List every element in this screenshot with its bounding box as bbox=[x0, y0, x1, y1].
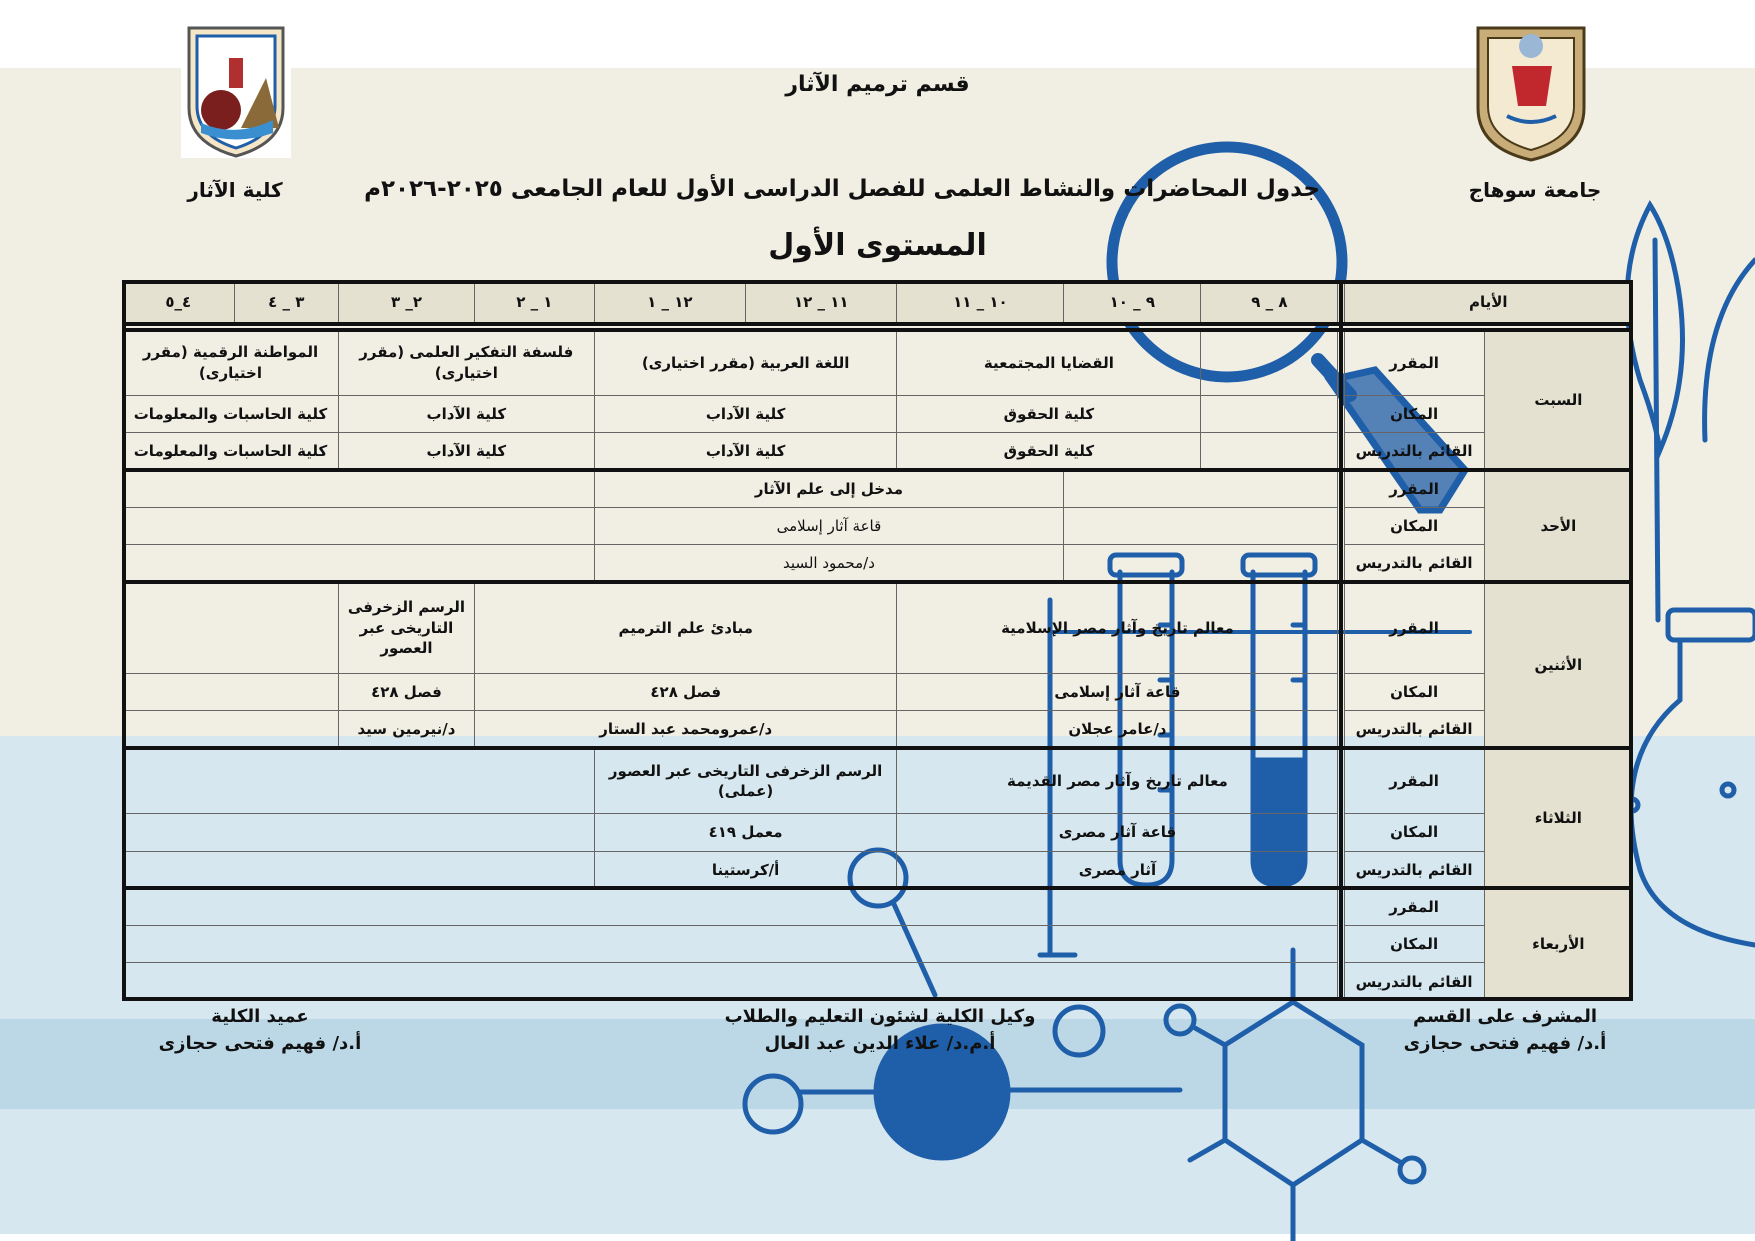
schedule-cell: مدخل إلى علم الآثار bbox=[594, 470, 1064, 507]
supervisor-signature bbox=[1390, 1003, 1620, 1057]
schedule-cell bbox=[123, 926, 1338, 963]
college-name: كلية الآثار bbox=[187, 178, 283, 202]
schedule-cell bbox=[1064, 545, 1338, 582]
label-column-border bbox=[1339, 280, 1343, 1001]
schedule-cell: الرسم الزخرفى التاريخى عبر العصور (عملى) bbox=[594, 748, 897, 814]
time-slot-header: ١٢ _ ١ bbox=[594, 281, 745, 324]
schedule-cell: مبادئ علم الترميم bbox=[474, 582, 897, 674]
row-label: المكان bbox=[1344, 674, 1484, 711]
schedule-cell: معالم تاريخ وآثار مصر القديمة bbox=[897, 748, 1338, 814]
dean-title: عميد الكلية bbox=[211, 1006, 309, 1027]
row-label: المقرر bbox=[1344, 470, 1484, 507]
schedule-cell: د/عامر عجلان bbox=[897, 711, 1338, 748]
time-slot-header: ١١ _ ١٢ bbox=[746, 281, 897, 324]
table-header-row bbox=[123, 281, 1633, 324]
time-slot-header: ١ _ ٢ bbox=[474, 281, 594, 324]
schedule-cell: كلية الحقوق bbox=[897, 433, 1201, 470]
vice-dean-signature bbox=[700, 1003, 1060, 1057]
table-row bbox=[123, 674, 1633, 711]
table-row bbox=[123, 814, 1633, 851]
day-group-border bbox=[122, 468, 1633, 472]
dean-name: أ.د/ فهيم فتحى حجازى bbox=[158, 1033, 362, 1054]
day-group-border bbox=[122, 886, 1633, 890]
level-title: المستوى الأول bbox=[768, 228, 987, 263]
row-label: المكان bbox=[1344, 926, 1484, 963]
schedule-cell: القضايا المجتمعية bbox=[897, 330, 1201, 396]
time-slot-header: ٩ _ ١٠ bbox=[1064, 281, 1201, 324]
row-label: المقرر bbox=[1344, 748, 1484, 814]
schedule-cell bbox=[123, 814, 595, 851]
supervisor-title: المشرف على القسم bbox=[1412, 1006, 1598, 1027]
schedule-cell bbox=[123, 851, 595, 888]
day-group-border bbox=[122, 580, 1633, 584]
schedule-cell: قاعة آثار إسلامى bbox=[594, 507, 1064, 544]
schedule-cell bbox=[123, 963, 1338, 1001]
schedule-cell bbox=[123, 507, 595, 544]
day-group-border bbox=[122, 746, 1633, 750]
university-name: جامعة سوهاج bbox=[1468, 178, 1602, 202]
schedule-cell: د/نيرمين سيد bbox=[338, 711, 474, 748]
table-row bbox=[123, 507, 1633, 544]
day-cell: الأثنين bbox=[1484, 582, 1632, 748]
schedule-title: جدول المحاضرات والنشاط العلمى للفصل الدراسى الأول للعام الجامعى ٢٠٢٥-٢٠٢٦م bbox=[364, 176, 1320, 202]
row-label: القائم بالتدريس bbox=[1344, 851, 1484, 888]
time-slot-header: ١٠ _ ١١ bbox=[897, 281, 1064, 324]
table-row bbox=[123, 963, 1633, 1001]
table-row bbox=[123, 748, 1633, 814]
day-group-border bbox=[122, 328, 1633, 332]
row-label: المكان bbox=[1344, 507, 1484, 544]
schedule-cell bbox=[123, 711, 339, 748]
day-cell: الثلاثاء bbox=[1484, 748, 1632, 888]
supervisor-name: أ.د/ فهيم فتحى حجازى bbox=[1403, 1033, 1607, 1054]
schedule-cell: د/محمود السيد bbox=[594, 545, 1064, 582]
table-row bbox=[123, 470, 1633, 507]
schedule-cell: معمل ٤١٩ bbox=[594, 814, 897, 851]
schedule-cell: فصل ٤٢٨ bbox=[474, 674, 897, 711]
schedule-cell: كلية الحاسبات والمعلومات bbox=[123, 395, 339, 432]
row-label: المكان bbox=[1344, 814, 1484, 851]
row-label: المقرر bbox=[1344, 582, 1484, 674]
row-label: المقرر bbox=[1344, 330, 1484, 396]
day-cell: الأحد bbox=[1484, 470, 1632, 582]
schedule-cell bbox=[1201, 395, 1338, 432]
schedule-cell bbox=[123, 748, 595, 814]
table-row bbox=[123, 711, 1633, 748]
dean-signature bbox=[140, 1003, 380, 1057]
schedule-cell: كلية الآداب bbox=[338, 395, 594, 432]
table-row bbox=[123, 888, 1633, 925]
department-title: قسم ترميم الآثار bbox=[785, 72, 970, 97]
plant-flask-icon bbox=[1626, 205, 1755, 945]
table-row bbox=[123, 433, 1633, 470]
day-cell: الأربعاء bbox=[1484, 888, 1632, 1000]
schedule-cell bbox=[1064, 470, 1338, 507]
time-slot-header: ٤_٥ bbox=[123, 281, 235, 324]
table-row bbox=[123, 395, 1633, 432]
days-header: الأيام bbox=[1344, 281, 1632, 324]
schedule-cell: كلية الحقوق bbox=[897, 395, 1201, 432]
schedule-cell: كلية الآداب bbox=[338, 433, 594, 470]
schedule-cell: كلية الآداب bbox=[594, 395, 897, 432]
schedule-cell: معالم تاريخ وآثار مصر الإسلامية bbox=[897, 582, 1338, 674]
schedule-cell bbox=[1064, 507, 1338, 544]
schedule-table bbox=[122, 280, 1633, 1001]
schedule-cell: د/عمرومحمد عبد الستار bbox=[474, 711, 897, 748]
schedule-cell: قاعة آثار إسلامى bbox=[897, 674, 1338, 711]
schedule-cell: فلسفة التفكير العلمى (مقرر اختيارى) bbox=[338, 330, 594, 396]
schedule-cell: أ/كرستينا bbox=[594, 851, 897, 888]
schedule-cell bbox=[123, 470, 595, 507]
schedule-cell bbox=[123, 582, 339, 674]
vice-dean-name: أ.م.د/ علاء الدين عبد العال bbox=[764, 1033, 996, 1054]
time-slot-header: ٣ _ ٤ bbox=[234, 281, 338, 324]
row-label: القائم بالتدريس bbox=[1344, 711, 1484, 748]
schedule-cell: المواطنة الرقمية (مقرر اختيارى) bbox=[123, 330, 339, 396]
schedule-cell bbox=[123, 545, 595, 582]
schedule-cell: اللغة العربية (مقرر اختيارى) bbox=[594, 330, 897, 396]
time-slot-header: ٨ _ ٩ bbox=[1201, 281, 1338, 324]
table-row bbox=[123, 582, 1633, 674]
schedule-cell bbox=[123, 888, 1338, 925]
schedule-cell: قاعة آثار مصرى bbox=[897, 814, 1338, 851]
schedule-cell: آثار مصرى bbox=[897, 851, 1338, 888]
schedule-cell bbox=[123, 674, 339, 711]
table-row bbox=[123, 545, 1633, 582]
table-row bbox=[123, 330, 1633, 396]
row-label: القائم بالتدريس bbox=[1344, 545, 1484, 582]
row-label: القائم بالتدريس bbox=[1344, 433, 1484, 470]
table-row bbox=[123, 926, 1633, 963]
table-row bbox=[123, 851, 1633, 888]
schedule-cell: فصل ٤٢٨ bbox=[338, 674, 474, 711]
row-label: المكان bbox=[1344, 395, 1484, 432]
schedule-cell: الرسم الزخرفى التاريخى عبر العصور bbox=[338, 582, 474, 674]
schedule-cell bbox=[1201, 433, 1338, 470]
day-cell: السبت bbox=[1484, 330, 1632, 470]
schedule-cell: كلية الآداب bbox=[594, 433, 897, 470]
vice-dean-title: وكيل الكلية لشئون التعليم والطلاب bbox=[724, 1006, 1036, 1027]
time-slot-header: ٢_ ٣ bbox=[338, 281, 474, 324]
header-bottom-border bbox=[122, 322, 1633, 326]
row-label: القائم بالتدريس bbox=[1344, 963, 1484, 1001]
schedule-cell bbox=[1201, 330, 1338, 396]
schedule-cell: كلية الحاسبات والمعلومات bbox=[123, 433, 339, 470]
row-label: المقرر bbox=[1344, 888, 1484, 925]
